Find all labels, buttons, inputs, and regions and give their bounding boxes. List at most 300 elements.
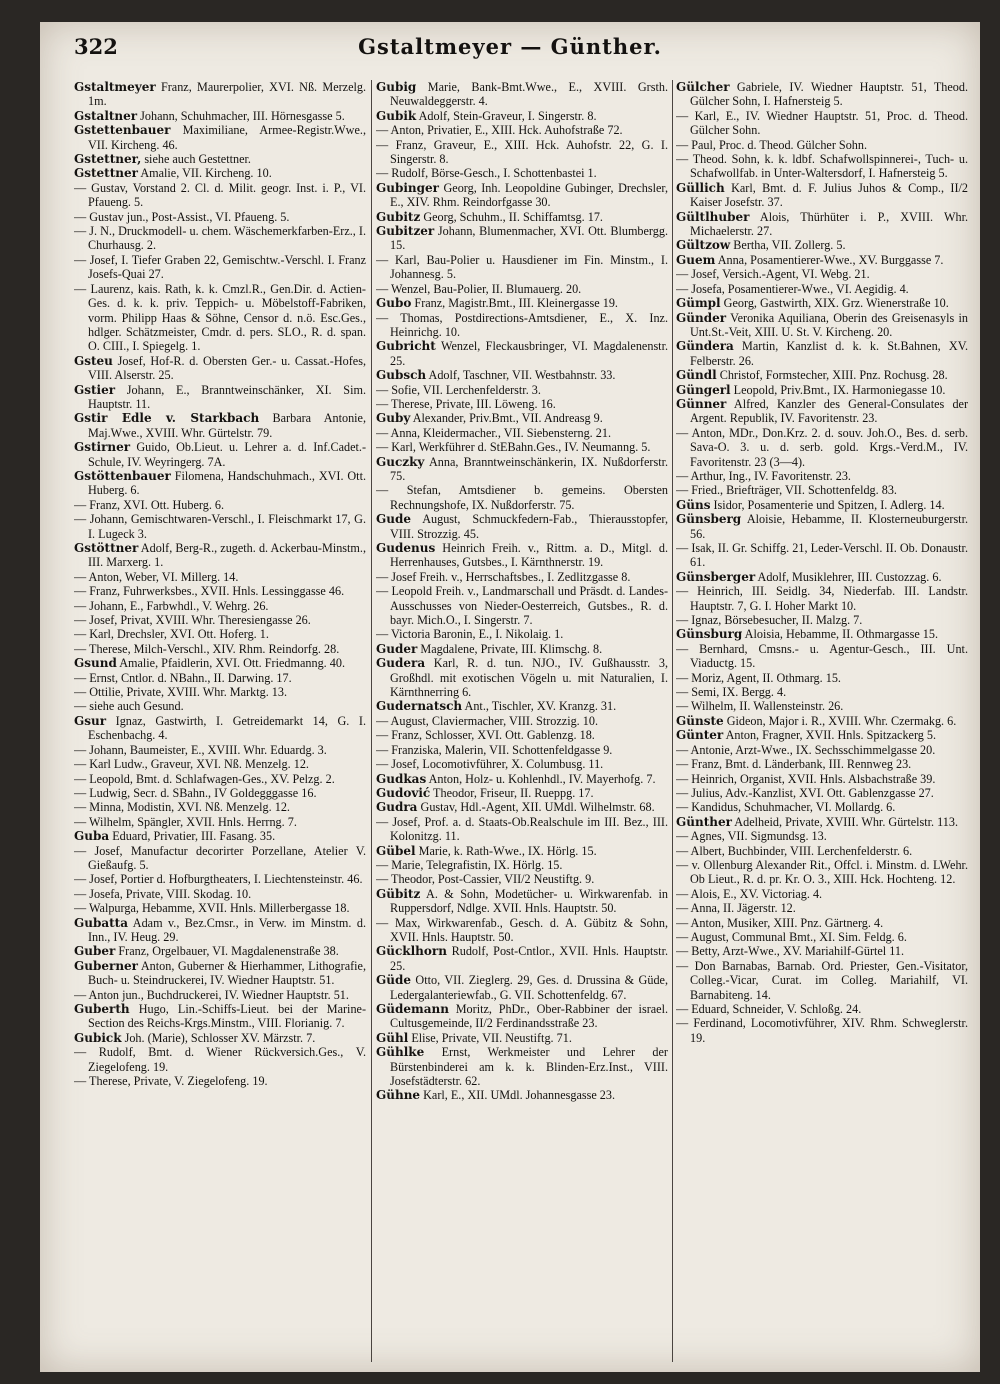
directory-entry bbox=[376, 872, 668, 886]
entry-details: Alfred, Kanzler des General-Consulates der Argent. Republik, IV. Favoritenstr. 23. bbox=[690, 396, 968, 426]
entry-details: Adolf, Musiklehrer, III. Custozzag. 6. bbox=[757, 569, 942, 584]
entry-details: Alois, Thürhüter i. P., XVIII. Whr. Michaelerstr. 27. bbox=[690, 209, 968, 239]
entry-details: — Josef, Locomotivführer, X. Columbusg. 11. bbox=[376, 757, 604, 772]
entry-details: — Josef, Privat, XVIII. Whr. Theresiengasse 26. bbox=[74, 613, 311, 628]
entry-surname: Guberner bbox=[74, 958, 139, 973]
directory-entry bbox=[676, 728, 968, 742]
directory-entry bbox=[376, 1045, 668, 1088]
directory-entry bbox=[676, 627, 968, 641]
entry-details: — Theod. Sohn, k. k. ldbf. Schafwollspinnerei-, Tuch- u. Schafwollfab. in Unter-Waltersdorf, I. Hafnersteig 5. bbox=[676, 152, 968, 181]
entry-details: — Moriz, Agent, II. Othmarg. 15. bbox=[676, 670, 841, 685]
directory-entry bbox=[676, 930, 968, 944]
entry-details: — Anton, Privatier, E., XIII. Hck. Auhofstraße 72. bbox=[376, 123, 623, 138]
entry-details: — Ludwig, Secr. d. SBahn., IV Goldegggasse 16. bbox=[74, 785, 317, 800]
directory-entry bbox=[676, 613, 968, 627]
entry-details: Anton, Fragner, XVII. Hnls. Spitzackerg 5. bbox=[725, 728, 937, 743]
entry-details: Heinrich Freih. v., Rittm. a. D., Mitgl. d. Herrenhauses, Gutsbes., I. Kärnthnerstr. 19. bbox=[390, 541, 668, 570]
directory-entry bbox=[74, 181, 366, 210]
entry-surname: Gstier bbox=[74, 382, 116, 397]
directory-entry bbox=[676, 426, 968, 469]
entry-details: — Wilhelm, Spängler, XVII. Hnls. Herrng. 7. bbox=[74, 814, 297, 829]
entry-details: — Antonie, Arzt-Wwe., IX. Sechsschimmelgasse 20. bbox=[676, 742, 936, 757]
entry-details: Gideon, Major i. R., XVIII. Whr. Czermakg. 6. bbox=[726, 713, 957, 728]
directory-entry bbox=[74, 109, 366, 123]
directory-entry bbox=[74, 844, 366, 873]
entry-details: Franz, Orgelbauer, VI. Magdalenenstraße 38. bbox=[118, 944, 339, 959]
directory-page bbox=[40, 22, 980, 1372]
directory-entry bbox=[676, 829, 968, 843]
entry-surname: Guber bbox=[74, 944, 116, 959]
entry-surname: Güde bbox=[376, 973, 411, 988]
directory-entry bbox=[376, 714, 668, 728]
entry-details: — Marie, Telegrafistin, IX. Hörlg. 15. bbox=[376, 857, 563, 872]
entry-details: Ignaz, Gastwirth, I. Getreidemarkt 14, G. I. Eschenbachg. 4. bbox=[88, 713, 366, 743]
directory-entry bbox=[376, 426, 668, 440]
entry-details: — Josef, Manufactur decorirter Porzellane, Atelier V. Gießaufg. 5. bbox=[74, 843, 366, 872]
directory-entry bbox=[376, 80, 668, 109]
directory-entry bbox=[376, 743, 668, 757]
entry-details: — August, Communal Bmt., XI. Sim. Feldg. 6. bbox=[676, 929, 907, 944]
entry-details: — Wenzel, Bau-Polier, II. Blumauerg. 20. bbox=[376, 281, 582, 296]
entry-surname: Gubitz bbox=[376, 209, 421, 224]
entry-details: Georg, Schuhm., II. Schiffamtsg. 17. bbox=[423, 209, 603, 224]
entry-details: — Josef Freih. v., Herrschaftsbes., I. Zedlitzgasse 8. bbox=[376, 569, 631, 584]
directory-entry bbox=[376, 455, 668, 484]
entry-details: Moritz, PhDr., Ober-Rabbiner der israel. Cultusgemeinde, II/2 Ferdinandsstraße 23. bbox=[390, 1002, 668, 1031]
entry-details: Veronika Aquiliana, Oberin des Greisenasyls in Unt.St.-Veit, XIII. U. St. V. Kircheng. 20. bbox=[690, 310, 968, 339]
entry-surname: Gstöttner bbox=[74, 541, 139, 555]
entry-details: — Max, Wirkwarenfab., Gesch. d. A. Gübitz & Sohn, XVII. Hnls. Hauptstr. 50. bbox=[376, 915, 668, 944]
directory-entry bbox=[676, 685, 968, 699]
entry-details: — Heinrich, III. Seidlg. 34, Niederfab. III. Landstr. Hauptstr. 7, G. I. Hoher Markt 10. bbox=[676, 584, 968, 613]
entry-details: Aloisia, Hebamme, II. Othmargasse 15. bbox=[744, 627, 939, 642]
entry-details: Bertha, VII. Zollerg. 5. bbox=[733, 238, 846, 253]
directory-entry bbox=[676, 80, 968, 109]
directory-entry bbox=[676, 714, 968, 728]
directory-entry bbox=[676, 339, 968, 368]
directory-entry bbox=[376, 570, 668, 584]
directory-entry bbox=[676, 858, 968, 887]
entry-details: — Thomas, Postdirections-Amtsdiener, E., X. Inz. Heinrichg. 10. bbox=[376, 310, 668, 339]
directory-entry bbox=[74, 1045, 366, 1074]
entry-details: — Laurenz, kais. Rath, k. k. Cmzl.R., Gen.Dir. d. Actien-Ges. d. k. k. priv. Teppich- u. Möbelstoff-Fabriken, vorm. Philipp Haas & Söhne, Censor d. n.ö. Esc.Ges., hdlger. Schätzmeister, Cmdr. d. pers. SLO., R. d. span. O. CIII., I. Spiegelg. 1. bbox=[74, 281, 366, 354]
directory-entry bbox=[74, 901, 366, 915]
entry-surname: Gudkas bbox=[376, 771, 427, 786]
directory-entry bbox=[676, 253, 968, 267]
directory-entry bbox=[74, 354, 366, 383]
directory-entry bbox=[376, 642, 668, 656]
entry-surname: Gstettner bbox=[74, 166, 138, 181]
directory-entry bbox=[74, 699, 366, 713]
entry-details: Gustav, Hdl.-Agent, XII. UMdl. Wilhelmstr. 68. bbox=[420, 800, 655, 815]
entry-surname: Gühne bbox=[376, 1088, 421, 1103]
directory-entry bbox=[376, 483, 668, 512]
page-number: 322 bbox=[74, 34, 118, 59]
entry-surname: Gstir Edle v. Starkbach bbox=[74, 411, 260, 426]
directory-entry bbox=[74, 282, 366, 354]
page-title: Gstaltmeyer — Günther. bbox=[358, 34, 662, 59]
directory-entry bbox=[676, 311, 968, 340]
entry-surname: Günter bbox=[676, 728, 724, 743]
entry-details: — Franz, Bmt. d. Länderbank, III. Rennweg 23. bbox=[676, 757, 912, 772]
entry-surname: Gstaltmeyer bbox=[74, 80, 156, 94]
entry-details: — v. Ollenburg Alexander Rit., Offcl. i. Minstm. d. LWehr. Ob Lieut., R. d. pr. Kr. O. 3., XIII. Hck. Hochteng. 12. bbox=[676, 857, 968, 887]
entry-details: Franz, Magistr.Bmt., III. Kleinergasse 19. bbox=[414, 296, 618, 311]
entry-details: — Josef, Portier d. Hofburgtheaters, I. Liechtensteinstr. 46. bbox=[74, 872, 363, 887]
directory-entry bbox=[376, 584, 668, 627]
entry-details: — Josef, I. Tiefer Graben 22, Gemischtw.-Verschl. I. Franz Josefs-Quai 27. bbox=[74, 252, 366, 282]
directory-entry bbox=[376, 541, 668, 570]
entry-details: Karl, R. d. tun. NJO., IV. Gußhausstr. 3, Großhdl. mit exotischen Vögeln u. mit Naturalien, I. Kärnthnerring 6. bbox=[390, 656, 668, 700]
directory-entry bbox=[376, 397, 668, 411]
directory-entry bbox=[676, 483, 968, 497]
entry-details: Martin, Kanzlist d. k. k. St.Bahnen, XV. Felberstr. 26. bbox=[690, 339, 968, 368]
directory-entry bbox=[676, 699, 968, 713]
entry-details: — Kandidus, Schuhmacher, VI. Mollardg. 6. bbox=[676, 800, 896, 815]
entry-details: — Don Barnabas, Barnab. Ord. Priester, Gen.-Visitator, Colleg.-Vicar, Curat. im Colleg. Mariahilf, VI. Barnabiteng. 14. bbox=[676, 958, 968, 1002]
directory-entry bbox=[74, 152, 366, 166]
directory-entry bbox=[676, 1002, 968, 1016]
directory-entry bbox=[74, 988, 366, 1002]
directory-entry bbox=[376, 757, 668, 771]
entry-details: Leopold, Priv.Bmt., IX. Harmoniegasse 10. bbox=[733, 382, 946, 397]
directory-entry bbox=[676, 743, 968, 757]
directory-entry bbox=[74, 383, 366, 412]
entry-surname: Gümpl bbox=[676, 296, 721, 311]
directory-entry bbox=[74, 1031, 366, 1045]
directory-entry bbox=[376, 339, 668, 368]
entry-details: August, Schmuckfedern-Fab., Thierausstopfer, VIII. Strozzig. 45. bbox=[390, 512, 668, 541]
entry-details: — Johann, Baumeister, E., XVIII. Whr. Eduardg. 3. bbox=[74, 742, 327, 757]
entry-details: Ant., Tischler, XV. Kranzg. 31. bbox=[464, 699, 617, 714]
column-divider bbox=[672, 80, 673, 1362]
directory-entry bbox=[376, 656, 668, 699]
entry-details: Ernst, Werkmeister und Lehrer der Bürstenbinderei am k. k. Blinden-Erz.Inst., VIII. Josefstädterstr. 62. bbox=[390, 1045, 668, 1089]
entry-details: Adolf, Stein-Graveur, I. Singerstr. 8. bbox=[418, 108, 597, 123]
entry-surname: Guder bbox=[376, 641, 418, 656]
directory-entry bbox=[376, 411, 668, 425]
entry-details: — Ottilie, Private, XVIII. Whr. Marktg. 13. bbox=[74, 685, 288, 700]
entry-surname: Günsberger bbox=[676, 569, 756, 584]
entry-details: Johann, Schuhmacher, III. Hörnesgasse 5. bbox=[140, 108, 345, 123]
entry-surname: Gubik bbox=[376, 108, 417, 123]
entry-details: — J. N., Druckmodell- u. chem. Wäschemerkfarben-Erz., I. Churhausg. 2. bbox=[74, 224, 366, 253]
entry-surname: Gude bbox=[376, 512, 411, 527]
entry-details: — Karl, Werkführer d. StEBahn.Ges., IV. Neumanng. 5. bbox=[376, 440, 651, 455]
directory-entry bbox=[676, 916, 968, 930]
entry-details: — Josef, Versich.-Agent, VI. Webg. 21. bbox=[676, 267, 870, 282]
entry-surname: Günste bbox=[676, 713, 724, 728]
directory-entry bbox=[376, 800, 668, 814]
entry-details: Otto, VII. Zieglerg. 29, Ges. d. Drussina & Güde, Ledergalanteriewfab., G. VII. Schottenfeldg. 67. bbox=[390, 973, 668, 1002]
entry-surname: Gsund bbox=[74, 656, 117, 671]
entry-surname: Guby bbox=[376, 411, 411, 426]
directory-entry bbox=[74, 743, 366, 757]
directory-entry bbox=[376, 786, 668, 800]
entry-details: — Isak, II. Gr. Schiffg. 21, Leder-Verschl. II. Ob. Donaustr. 61. bbox=[676, 541, 968, 570]
entry-details: Christof, Formstecher, XIII. Pnz. Rochusg. 28. bbox=[719, 368, 948, 383]
directory-entry bbox=[676, 138, 968, 152]
directory-entry bbox=[376, 815, 668, 844]
entry-surname: Gudra bbox=[376, 800, 418, 815]
entry-surname: Gücklhorn bbox=[376, 944, 447, 959]
entry-details: Karl, Bmt. d. F. Julius Juhos & Comp., II/2 Kaiser Josefstr. 37. bbox=[690, 180, 968, 210]
entry-details: — Anton, Musiker, XIII. Pnz. Gärtnerg. 4. bbox=[676, 915, 884, 930]
directory-entry bbox=[676, 238, 968, 252]
directory-entry bbox=[376, 1002, 668, 1031]
entry-surname: Gübel bbox=[376, 843, 416, 858]
entry-details: — Karl, E., IV. Wiedner Hauptstr. 51, Proc. d. Theod. Gülcher Sohn. bbox=[676, 108, 968, 138]
entry-surname: Guba bbox=[74, 829, 110, 844]
entry-details: Georg, Gastwirth, XIX. Grz. Wienerstraße 10. bbox=[723, 296, 949, 311]
entry-surname: Güns bbox=[676, 497, 711, 512]
entry-details: — Anton jun., Buchdruckerei, IV. Wiedner Hauptstr. 51. bbox=[74, 987, 349, 1002]
directory-entry bbox=[676, 512, 968, 541]
entry-details: — Stefan, Amtsdiener b. gemeins. Obersten Rechnungshofe, IX. Nußdorferstr. 75. bbox=[376, 483, 668, 512]
entry-details: Anton, Guberner & Hierhammer, Lithografie, Buch- u. Steindruckerei, IV. Wiedner Hauptstr. 51. bbox=[88, 958, 366, 988]
directory-entry bbox=[676, 570, 968, 584]
directory-entry bbox=[376, 627, 668, 641]
entry-details: — Franz, Graveur, E., XIII. Hck. Auhofstr. 22, G. I. Singerstr. 8. bbox=[376, 137, 668, 167]
entry-surname: Gudenus bbox=[376, 541, 436, 555]
directory-entry bbox=[74, 916, 366, 945]
entry-details: — Fried., Briefträger, VII. Schottenfeldg. 83. bbox=[676, 483, 897, 498]
entry-details: Adam v., Bez.Cmsr., in Verw. im Minstm. d. Inn., IV. Heug. 29. bbox=[88, 915, 366, 944]
directory-entry bbox=[376, 973, 668, 1002]
entry-surname: Gstettenbauer bbox=[74, 123, 171, 138]
entry-surname: Gudović bbox=[376, 785, 431, 800]
entry-details: Anton, Holz- u. Kohlenhdl., IV. Mayerhofg. 7. bbox=[428, 771, 656, 786]
page-header bbox=[40, 28, 980, 62]
entry-details: — Franziska, Malerin, VII. Schottenfeldgasse 9. bbox=[376, 742, 613, 757]
directory-entry bbox=[676, 901, 968, 915]
entry-surname: Günsberg bbox=[676, 512, 742, 527]
entry-details: — Karl Ludw., Graveur, XVI. Nß. Menzelg. 12. bbox=[74, 757, 309, 772]
entry-details: — Franz, XVI. Ott. Huberg. 6. bbox=[74, 497, 225, 512]
entry-details: Alexander, Priv.Bmt., VII. Andreasg 9. bbox=[412, 411, 603, 426]
directory-entry bbox=[74, 512, 366, 541]
directory-entry bbox=[376, 728, 668, 742]
directory-entry bbox=[74, 411, 366, 440]
entry-surname: Guczky bbox=[376, 454, 425, 469]
directory-entry bbox=[376, 383, 668, 397]
entry-surname: Gübitz bbox=[376, 886, 421, 901]
entry-details: — Betty, Arzt-Wwe., XV. Mariahilf-Gürtel 11. bbox=[676, 944, 905, 959]
directory-entry bbox=[74, 584, 366, 598]
entry-details: — Anna, II. Jägerstr. 12. bbox=[676, 901, 796, 916]
entry-surname: Gsur bbox=[74, 713, 107, 728]
entry-details: Theodor, Friseur, II. Rueppg. 17. bbox=[433, 785, 594, 800]
entry-details: Barbara Antonie, Maj.Wwe., XVIII. Whr. Gürtelstr. 79. bbox=[88, 411, 366, 440]
entry-surname: Gstettner, bbox=[74, 152, 142, 167]
entry-details: Aloisie, Hebamme, II. Klosterneuburgerstr. 56. bbox=[690, 512, 968, 541]
directory-entry bbox=[676, 772, 968, 786]
directory-entry bbox=[74, 210, 366, 224]
entry-details: — August, Claviermacher, VIII. Strozzig. 10. bbox=[376, 713, 598, 728]
directory-entry bbox=[74, 685, 366, 699]
entry-details: — Semi, IX. Bergg. 4. bbox=[676, 685, 787, 700]
directory-entry bbox=[376, 858, 668, 872]
directory-entry bbox=[676, 584, 968, 613]
directory-entry bbox=[376, 512, 668, 541]
entry-details: A. & Sohn, Modetücher- u. Wirkwarenfab. in Ruppersdorf, Ndlge. XVII. Hnls. Hauptstr. 50. bbox=[390, 886, 668, 916]
directory-entry bbox=[376, 772, 668, 786]
entry-surname: Güngerl bbox=[676, 382, 731, 397]
directory-entry bbox=[74, 829, 366, 843]
directory-entry bbox=[676, 469, 968, 483]
entry-surname: Günther bbox=[676, 814, 732, 829]
directory-entry bbox=[74, 815, 366, 829]
entry-details: Magdalene, Private, III. Klimschg. 8. bbox=[420, 641, 603, 656]
entry-surname: Guem bbox=[676, 252, 716, 267]
directory-entry bbox=[376, 1031, 668, 1045]
directory-entry bbox=[376, 210, 668, 224]
directory-entry bbox=[376, 944, 668, 973]
directory-entry bbox=[74, 224, 366, 253]
entry-surname: Gühlke bbox=[376, 1045, 425, 1060]
entry-details: Franz, Maurerpolier, XVI. Nß. Merzelg. 1m. bbox=[88, 80, 366, 109]
entry-details: Eduard, Privatier, III. Fasang. 35. bbox=[112, 829, 276, 844]
directory-entry bbox=[376, 699, 668, 713]
directory-entry bbox=[74, 80, 366, 109]
entry-details: Elise, Private, VII. Neustiftg. 71. bbox=[411, 1030, 572, 1045]
directory-entry bbox=[74, 772, 366, 786]
entry-surname: Gubitzer bbox=[376, 224, 435, 239]
directory-entry bbox=[376, 887, 668, 916]
entry-details: — Rudolf, Bmt. d. Wiener Rückversich.Ges., V. Ziegelofeng. 19. bbox=[74, 1045, 366, 1074]
entry-details: — Therese, Private, III. Löweng. 16. bbox=[376, 396, 556, 411]
directory-entry bbox=[376, 181, 668, 210]
directory-entry bbox=[74, 887, 366, 901]
entry-details: Joh. (Marie), Schlosser XV. Märzstr. 7. bbox=[124, 1030, 316, 1045]
directory-entry bbox=[676, 383, 968, 397]
entry-surname: Gubig bbox=[376, 80, 417, 94]
entry-details: — Johann, E., Farbwhdl., V. Wehrg. 26. bbox=[74, 598, 269, 613]
entry-details: Filomena, Handschuhmach., XVI. Ott. Huberg. 6. bbox=[88, 468, 366, 498]
directory-entry bbox=[676, 109, 968, 138]
directory-entry bbox=[376, 311, 668, 340]
entry-details: — Minna, Modistin, XVI. Nß. Menzelg. 12. bbox=[74, 800, 290, 815]
directory-entry bbox=[376, 253, 668, 282]
directory-entry bbox=[74, 656, 366, 670]
directory-entry bbox=[376, 123, 668, 137]
entry-surname: Gubatta bbox=[74, 915, 128, 930]
directory-entry bbox=[74, 800, 366, 814]
entry-details: — Therese, Milch-Verschl., XIV. Rhm. Reindorfg. 28. bbox=[74, 641, 340, 656]
entry-details: — Eduard, Schneider, V. Schloßg. 24. bbox=[676, 1002, 862, 1016]
column-divider bbox=[371, 80, 372, 1362]
directory-entry bbox=[74, 541, 366, 570]
entry-details: Marie, Bank-Bmt.Wwe., E., XVIII. Grsth. Neuwaldeggerstr. 4. bbox=[390, 80, 668, 109]
entry-surname: Günsburg bbox=[676, 627, 743, 642]
entry-details: — Heinrich, Organist, XVII. Hnls. Alsbachstraße 39. bbox=[676, 771, 936, 786]
directory-entry bbox=[376, 282, 668, 296]
column-2 bbox=[376, 80, 668, 1365]
directory-entry bbox=[676, 959, 968, 1002]
directory-entry bbox=[376, 296, 668, 310]
entry-details: — Franz, Schlosser, XVI. Ott. Gablenzg. 18. bbox=[376, 728, 595, 743]
entry-details: — Josef, Prof. a. d. Staats-Ob.Realschule im III. Bez., III. Kolonitzg. 11. bbox=[376, 814, 668, 844]
entry-surname: Gubick bbox=[74, 1030, 122, 1045]
column-3 bbox=[676, 80, 968, 1365]
entry-details: Adelheid, Private, XVIII. Whr. Gürtelstr. 113. bbox=[734, 814, 959, 829]
entry-details: — Anton, MDr., Don.Krz. 2. d. souv. Joh.O., Bes. d. serb. Sava-O. 3. u. d. serb. gold. Krgs.-Verd.M., IV. Favoritenstr. 23 (3—4). bbox=[676, 425, 968, 469]
directory-entry bbox=[676, 815, 968, 829]
entry-surname: Gstaltner bbox=[74, 108, 138, 123]
entry-details: Amalie, VII. Kircheng. 10. bbox=[140, 166, 272, 181]
entry-details: Johann, E., Branntweinschänker, XI. Sim. Hauptstr. 11. bbox=[88, 382, 366, 411]
entry-details: — Leopold Freih. v., Landmarschall und Präsdt. d. Landes-Ausschusses von Nieder-Oesterreich, Gutsbes., R. d. bayr. Mich.O., I. Singerstr. 7. bbox=[376, 584, 668, 628]
directory-entry bbox=[676, 786, 968, 800]
directory-entry bbox=[74, 757, 366, 771]
directory-entry bbox=[74, 714, 366, 743]
entry-details: — Julius, Adv.-Kanzlist, XVI. Ott. Gablenzgasse 27. bbox=[676, 785, 934, 800]
entry-surname: Gültzow bbox=[676, 238, 731, 253]
entry-surname: Gubinger bbox=[376, 180, 439, 195]
directory-entry bbox=[376, 224, 668, 253]
directory-entry bbox=[676, 210, 968, 239]
directory-entry bbox=[676, 181, 968, 210]
entry-surname: Gsteu bbox=[74, 353, 113, 368]
entry-surname: Gubo bbox=[376, 296, 412, 311]
directory-entry bbox=[376, 1088, 668, 1102]
entry-details: Anna, Branntweinschänkerin, IX. Nußdorferstr. 75. bbox=[390, 454, 668, 483]
entry-details: Georg, Inh. Leopoldine Gubinger, Drechsler, E., XIV. Rhm. Reindorfgasse 30. bbox=[390, 180, 668, 210]
directory-entry bbox=[74, 469, 366, 498]
directory-entry bbox=[74, 440, 366, 469]
entry-details: Isidor, Posamenterie und Spitzen, I. Adlerg. 14. bbox=[713, 497, 945, 512]
directory-entry bbox=[74, 613, 366, 627]
directory-entry bbox=[676, 800, 968, 814]
entry-details: — Ferdinand, Locomotivführer, XIV. Rhm. Schweglerstr. 19. bbox=[676, 1016, 968, 1045]
entry-details: — Bernhard, Cmsns.- u. Agentur-Gesch., III. Unt. Viaductg. 15. bbox=[676, 641, 968, 671]
entry-details: — siehe auch Gesund. bbox=[74, 699, 184, 714]
directory-entry bbox=[676, 498, 968, 512]
entry-details: — Arthur, Ing., IV. Favoritenstr. 23. bbox=[676, 468, 851, 483]
entry-details: Marie, k. Rath-Wwe., IX. Hörlg. 15. bbox=[418, 843, 597, 858]
directory-entry bbox=[676, 152, 968, 181]
entry-details: — Paul, Proc. d. Theod. Gülcher Sohn. bbox=[676, 137, 868, 152]
entry-details: Gabriele, IV. Wiedner Hauptstr. 51, Theod. Gülcher Sohn, I. Hafnersteig 5. bbox=[690, 80, 968, 109]
entry-details: — Gustav, Vorstand 2. Cl. d. Milit. geogr. Inst. i. P., VI. Pfaueng. 5. bbox=[74, 180, 366, 210]
directory-entry bbox=[74, 1002, 366, 1031]
directory-entry bbox=[74, 570, 366, 584]
directory-entry bbox=[676, 671, 968, 685]
directory-entry bbox=[376, 368, 668, 382]
directory-entry bbox=[676, 368, 968, 382]
entry-details: Karl, E., XII. UMdl. Johannesgasse 23. bbox=[423, 1088, 616, 1103]
entry-details: — Albert, Buchbinder, VIII. Lerchenfelderstr. 6. bbox=[676, 843, 913, 858]
entry-surname: Gündl bbox=[676, 368, 717, 383]
directory-entry bbox=[74, 671, 366, 685]
directory-entry bbox=[676, 282, 968, 296]
entry-details: — Gustav jun., Post-Assist., VI. Pfaueng. 5. bbox=[74, 209, 290, 224]
directory-entry bbox=[74, 123, 366, 152]
directory-entry bbox=[376, 844, 668, 858]
directory-entry bbox=[74, 253, 366, 282]
directory-entry bbox=[676, 267, 968, 281]
directory-entry bbox=[376, 109, 668, 123]
directory-entry bbox=[74, 166, 366, 180]
directory-entry bbox=[376, 916, 668, 945]
directory-entry bbox=[74, 959, 366, 988]
entry-details: Maximiliane, Armee-Registr.Wwe., VII. Kircheng. 46. bbox=[88, 123, 366, 152]
entry-surname: Gudernatsch bbox=[376, 699, 463, 714]
directory-entry bbox=[74, 1074, 366, 1088]
directory-entry bbox=[676, 541, 968, 570]
directory-entry bbox=[74, 944, 366, 958]
directory-entry bbox=[676, 944, 968, 958]
